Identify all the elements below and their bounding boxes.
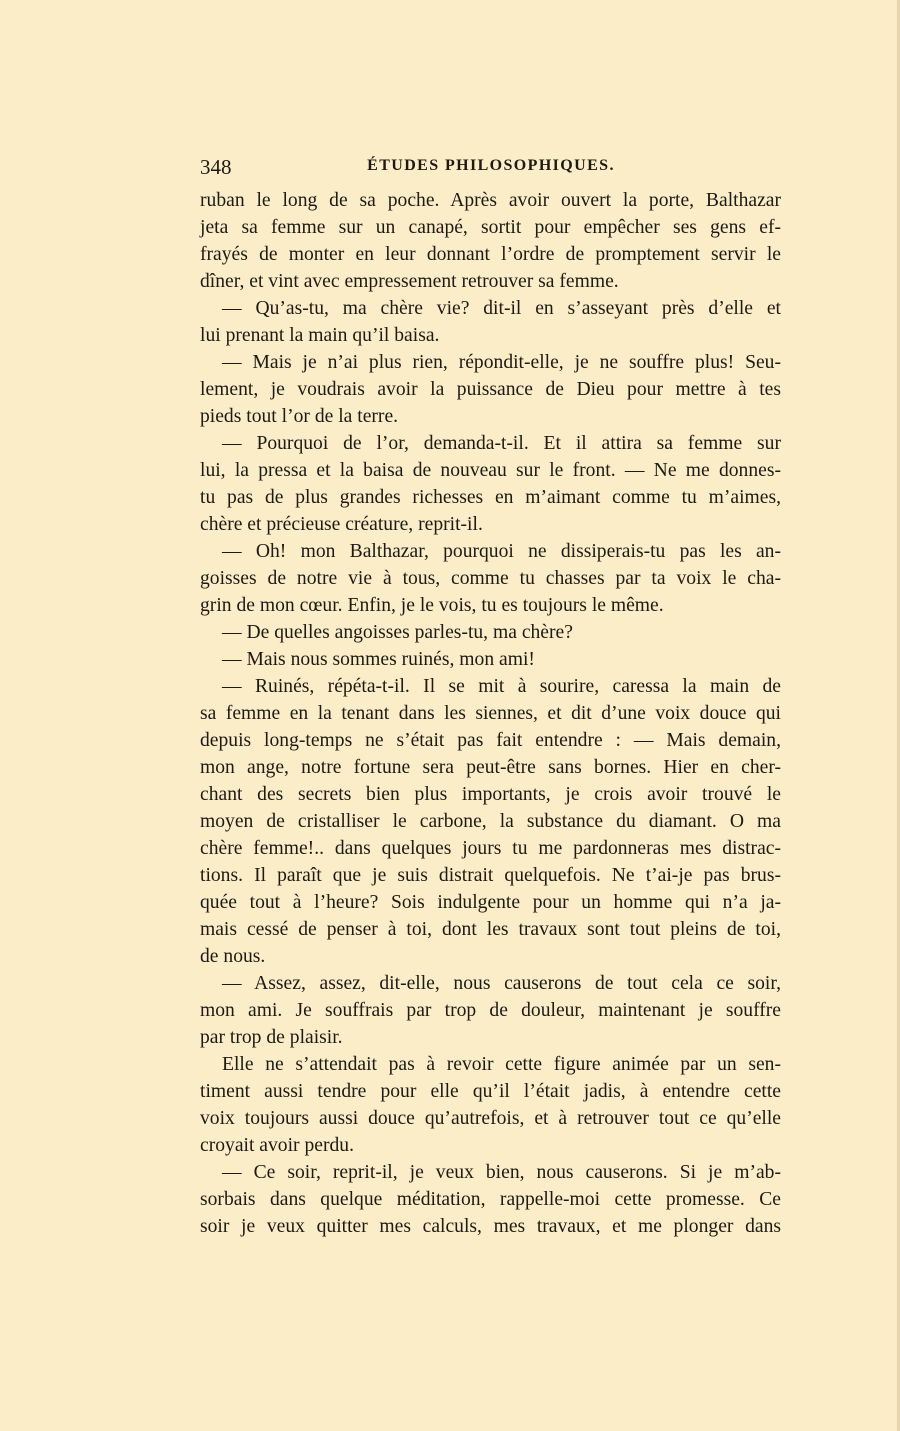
text-line: par trop de plaisir. <box>200 1027 343 1048</box>
text-line: ruban le long de sa poche. Après avoir ouvert la porte, Balthazar <box>200 190 781 211</box>
text-line: — Assez, assez, dit-elle, nous causerons de tout cela ce soir, <box>222 973 781 994</box>
text-line: — Ruinés, répéta-t-il. Il se mit à sourire, caressa la main de <box>222 676 781 697</box>
page-number: 348 <box>200 155 232 179</box>
text-line: sorbais dans quelque méditation, rappelle-moi cette promesse. Ce <box>200 1189 781 1210</box>
text-line: — De quelles angoisses parles-tu, ma chère? <box>222 622 573 643</box>
text-line: croyait avoir perdu. <box>200 1135 354 1156</box>
text-line: Elle ne s’attendait pas à revoir cette figure animée par un sen- <box>222 1054 781 1075</box>
text-line: dîner, et vint avec empressement retrouver sa femme. <box>200 271 619 292</box>
text-line: lement, je voudrais avoir la puissance de Dieu pour mettre à tes <box>200 379 781 400</box>
text-line: mais cessé de penser à toi, dont les travaux sont tout pleins de toi, <box>200 919 781 940</box>
text-line: chant des secrets bien plus importants, je crois avoir trouvé le <box>200 784 781 805</box>
text-line: — Mais je n’ai plus rien, répondit-elle, je ne souffre plus! Seu- <box>222 352 781 373</box>
text-line: goisses de notre vie à tous, comme tu chasses par ta voix le cha- <box>200 568 781 589</box>
text-line: tions. Il paraît que je suis distrait quelquefois. Ne t’ai-je pas brus- <box>200 865 781 886</box>
text-line: jeta sa femme sur un canapé, sortit pour empêcher ses gens ef- <box>200 217 781 238</box>
text-line: tu pas de plus grandes richesses en m’aimant comme tu m’aimes, <box>200 487 781 508</box>
text-line: grin de mon cœur. Enfin, je le vois, tu es toujours le même. <box>200 595 664 616</box>
text-line: — Qu’as-tu, ma chère vie? dit-il en s’asseyant près d’elle et <box>222 298 781 319</box>
text-line: de nous. <box>200 946 266 967</box>
text-line: lui prenant la main qu’il baisa. <box>200 325 440 346</box>
text-line: sa femme en la tenant dans les siennes, et dit d’une voix douce qui <box>200 703 781 724</box>
running-head: ÉTUDES PHILOSOPHIQUES. <box>367 157 615 174</box>
page-header <box>200 155 782 185</box>
text-line: mon ange, notre fortune sera peut-être sans bornes. Hier en cher- <box>200 757 781 778</box>
text-line: chère et précieuse créature, reprit-il. <box>200 514 483 535</box>
text-line: timent aussi tendre pour elle qu’il l’était jadis, à entendre cette <box>200 1081 781 1102</box>
text-line: voix toujours aussi douce qu’autrefois, et à retrouver tout ce qu’elle <box>200 1108 781 1129</box>
page-body <box>200 187 781 1240</box>
text-line: moyen de cristalliser le carbone, la substance du diamant. O ma <box>200 811 781 832</box>
text-line: quée tout à l’heure? Sois indulgente pour un homme qui n’a ja- <box>200 892 781 913</box>
text-line: — Pourquoi de l’or, demanda-t-il. Et il attira sa femme sur <box>222 433 781 454</box>
text-line: frayés de monter en leur donnant l’ordre de promptement servir le <box>200 244 781 265</box>
text-line: pieds tout l’or de la terre. <box>200 406 399 427</box>
text-line: — Ce soir, reprit-il, je veux bien, nous causerons. Si je m’ab- <box>222 1162 781 1183</box>
text-line: mon ami. Je souffrais par trop de douleur, maintenant je souffre <box>200 1000 781 1021</box>
text-line: chère femme!.. dans quelques jours tu me pardonneras mes distrac- <box>200 838 781 859</box>
text-line: lui, la pressa et la baisa de nouveau sur le front. — Ne me donnes- <box>200 460 781 481</box>
text-line: soir je veux quitter mes calculs, mes travaux, et me plonger dans <box>200 1216 781 1237</box>
text-line: depuis long-temps ne s’était pas fait entendre : — Mais demain, <box>200 730 781 751</box>
text-line: — Mais nous sommes ruinés, mon ami! <box>222 649 535 670</box>
text-line: — Oh! mon Balthazar, pourquoi ne dissiperais-tu pas les an- <box>222 541 781 562</box>
